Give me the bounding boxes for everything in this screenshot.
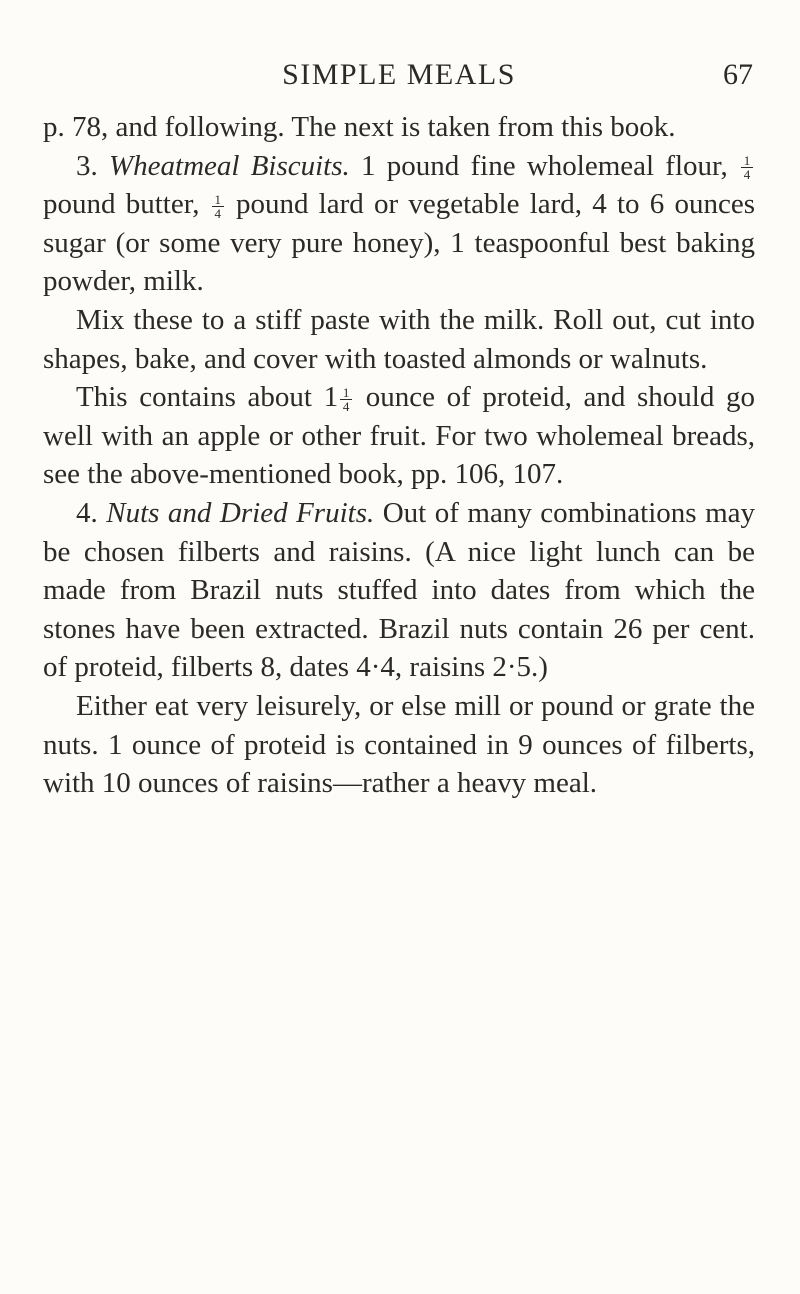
page-number: 67 xyxy=(723,58,753,91)
book-page xyxy=(43,0,755,803)
recipe-number: 3. xyxy=(76,149,98,182)
paragraph-nuts-dried-fruits xyxy=(43,494,755,687)
paragraph-text: pound lard or vegetable lard, 4 to 6 ounces sugar (or some very pure honey), 1 teaspoonful best baking powder, milk. xyxy=(43,188,756,298)
paragraph-text: Out of many combinations may be chosen filberts and raisins. (A nice light lunch can be made from Brazil nuts stuffed into dates from which the stones have been extracted. Brazil nuts contain 26 per cent. of proteid, filberts 8, dates 4·4, raisins 2·5.) xyxy=(43,496,755,684)
paragraph-continuation xyxy=(43,108,755,147)
paragraph-method xyxy=(43,301,755,378)
paragraph-text: pound butter, xyxy=(43,188,200,221)
fraction-numerator: 1 xyxy=(340,386,352,400)
paragraph-text: ounce of proteid, and should go well with an apple or other fruit. For two wholemeal breads, see the above-mentioned book, pp. 106, 107. xyxy=(43,381,755,491)
fraction-denominator: 4 xyxy=(743,167,751,183)
recipe-title: Wheatmeal Biscuits. xyxy=(109,149,350,182)
paragraph-wheatmeal-biscuits xyxy=(43,147,755,301)
fraction-denominator: 4 xyxy=(214,206,221,222)
paragraph-text: p. 78, and following. The next is taken from this book. xyxy=(43,111,676,143)
fraction-quarter xyxy=(212,193,224,220)
recipe-number: 4. xyxy=(76,496,98,529)
fraction-numerator: 1 xyxy=(741,154,753,168)
paragraph-eating-advice xyxy=(43,687,755,803)
fraction-quarter xyxy=(340,386,352,413)
paragraph-text: This contains about 1 xyxy=(76,381,339,414)
recipe-title: Nuts and Dried Fruits. xyxy=(106,496,375,529)
running-title: SIMPLE MEALS xyxy=(282,58,516,91)
page-header xyxy=(43,0,755,108)
fraction-numerator: 1 xyxy=(212,193,224,207)
fraction-denominator: 4 xyxy=(342,399,350,414)
paragraph-proteid-note xyxy=(43,378,755,494)
fraction-quarter xyxy=(741,154,753,181)
body-text xyxy=(43,108,755,803)
paragraph-text: Mix these to a stiff paste with the milk. Roll out, cut into shapes, bake, and cover with toasted almonds or walnuts. xyxy=(43,303,755,375)
paragraph-text: Either eat very leisurely, or else mill or pound or grate the nuts. 1 ounce of proteid is contained in 9 ounces of filberts, with 10 ounces of raisins—rather a heavy meal. xyxy=(43,689,755,800)
paragraph-text: 1 pound fine wholemeal flour, xyxy=(361,149,728,182)
